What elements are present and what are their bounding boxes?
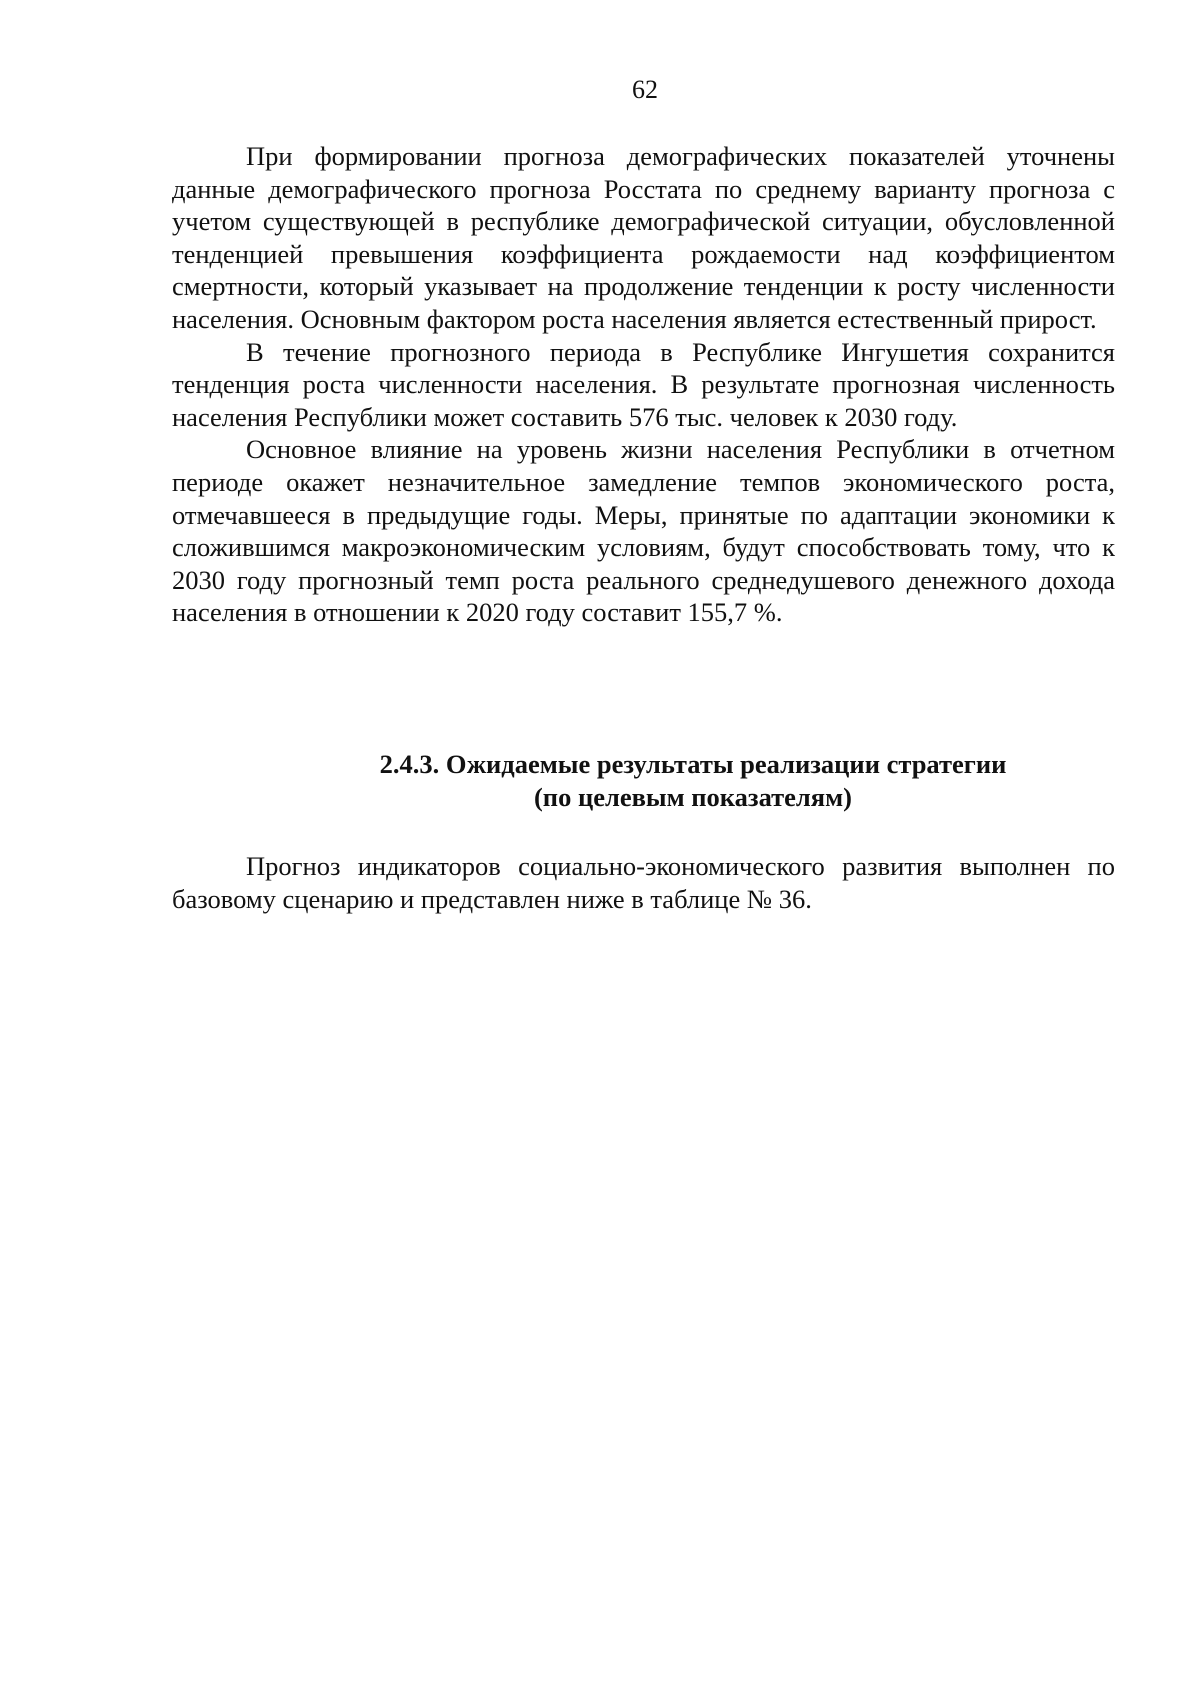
section-heading-line-2: (по целевым показателям) xyxy=(533,781,852,812)
paragraph-population-growth: В течение прогнозного периода в Республике Ингушетия сохранится тенденция роста численности населения. В результате прогнозная численность населения Республики может составить 576 тыс. человек к 2030 году. xyxy=(172,336,1115,432)
section-heading-line-1: 2.4.3. Ожидаемые результаты реализации стратегии xyxy=(379,749,1007,779)
section-text-block xyxy=(172,850,1115,915)
main-text-block xyxy=(172,140,1115,629)
section-heading xyxy=(0,748,1200,813)
paragraph-indicators-forecast: Прогноз индикаторов социально-экономического развития выполнен по базовому сценарию и представлен ниже в таблице № 36. xyxy=(172,851,1115,914)
paragraph-demographic-forecast: При формировании прогноза демографических показателей уточнены данные демографического прогноза Росстата по среднему варианту прогноза с учетом существующей в республике демографической ситуации, обусловленной тенденцией превышения коэффициента рождаемости над коэффициентом смертности, который указывает на продолжение тенденции к росту численности населения. Основным фактором роста населения является естественный прирост. xyxy=(172,141,1115,334)
paragraph-living-standards: Основное влияние на уровень жизни населения Республики в отчетном периоде окажет незначительное замедление темпов экономического роста, отмечавшееся в предыдущие годы. Меры, принятые по адаптации экономики к сложившимся макроэкономическим условиям, будут способствовать тому, что к 2030 году прогнозный темп роста реального среднедушевого денежного дохода населения в отношении к 2020 году составит 155,7 %. xyxy=(172,434,1115,628)
page-number: 62 xyxy=(632,75,658,104)
